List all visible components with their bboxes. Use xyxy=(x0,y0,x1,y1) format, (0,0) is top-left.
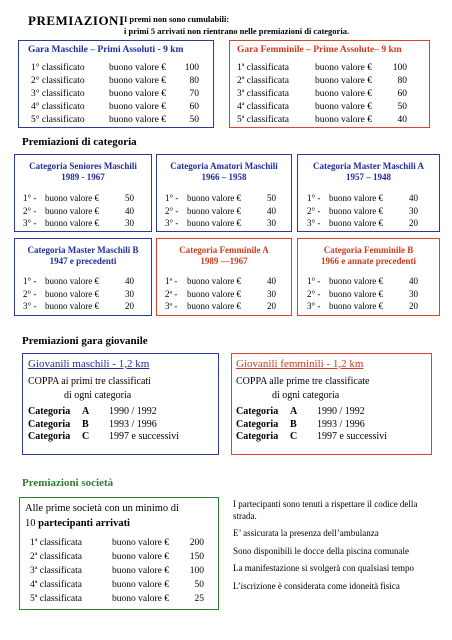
giovanili-maschili-box xyxy=(22,353,219,455)
page-title: PREMIAZIONI xyxy=(28,13,125,28)
giovanili-femminili-title: Giovanili femminili - 1,2 km xyxy=(236,358,364,370)
cat-title: Categoria Femminile A 1989 —1967 xyxy=(179,245,269,266)
cat-rows xyxy=(23,275,134,313)
table-row: 4° classificato buono valore € 60 xyxy=(31,102,199,112)
table-row: 1° - buono valore € 40 xyxy=(307,193,418,203)
table-row: 2ª classificata buono valore € 80 xyxy=(237,76,407,86)
cat-title: Categoria Seniores Maschili 1989 - 1967 xyxy=(29,161,137,182)
cat-seniores-maschili-box xyxy=(14,154,152,232)
cat-amatori-maschili-box xyxy=(156,154,292,232)
cat-rows xyxy=(165,275,276,313)
categoria-section-title: Premiazioni di categoria xyxy=(22,136,137,148)
giovanili-text: di ogni categoria xyxy=(272,390,340,401)
cat-rows xyxy=(307,192,418,230)
table-row: 3° - buono valore € 30 xyxy=(23,218,134,228)
table-row: 1° - buono valore € 40 xyxy=(307,276,418,286)
header-note-1: I premi non sono cumulabili: xyxy=(124,14,230,24)
table-row: 3° - buono valore € 20 xyxy=(307,218,418,228)
note-item: L’iscrizione è considerata come idoneità fisica xyxy=(233,580,400,591)
table-row: 1° classificato buono valore € 100 xyxy=(31,63,199,73)
cat-femminile-b-box xyxy=(297,238,440,316)
cat-rows xyxy=(307,275,418,313)
table-row: 2° - buono valore € 40 xyxy=(165,205,276,216)
giovanili-cat-list xyxy=(236,406,387,444)
table-row: 3° - buono valore € 20 xyxy=(307,301,418,311)
notes-list xyxy=(233,499,433,598)
table-row: 5ª classificata buono valore € 40 xyxy=(237,115,407,125)
table-row: 1° - buono valore € 50 xyxy=(165,193,276,203)
note-item: I partecipanti sono tenuti a rispettare il codice della strada. xyxy=(233,499,418,521)
table-row: 5° classificato buono valore € 50 xyxy=(31,115,199,125)
table-row: 4ª classificata buono valore € 50 xyxy=(30,580,204,590)
note-item: E’ assicurata la presenza dell’ambulanza xyxy=(233,528,379,538)
table-row: Categoria C 1997 e successivi xyxy=(236,431,387,442)
table-row: Categoria C 1997 e successivi xyxy=(28,431,179,442)
table-row: 2° - buono valore € 30 xyxy=(307,288,418,299)
societa-section-title: Premiazioni società xyxy=(22,477,114,489)
assoluti-femminili-table xyxy=(237,62,407,127)
table-row: 3ª classificata buono valore € 60 xyxy=(237,89,407,99)
assoluti-femminili-box xyxy=(229,40,430,128)
table-row: Categoria A 1990 / 1992 xyxy=(236,406,365,417)
table-row: 2° - buono valore € 30 xyxy=(23,288,134,299)
cat-femminile-a-box xyxy=(156,238,292,316)
table-row: 1ª classificata buono valore € 100 xyxy=(237,63,407,73)
giovanili-femminili-box xyxy=(231,353,432,455)
table-row: 1ª - buono valore € 40 xyxy=(165,276,276,286)
giovanili-maschili-title: Giovanili maschili - 1,2 km xyxy=(28,358,150,370)
cat-title: Categoria Master Maschili A 1957 – 1948 xyxy=(312,161,425,182)
societa-table xyxy=(30,536,204,606)
societa-box xyxy=(19,497,219,610)
table-row: 1° - buono valore € 50 xyxy=(23,193,134,203)
cat-master-maschili-b-box xyxy=(14,238,152,316)
cat-title: Categoria Master Maschili B 1947 e precedenti xyxy=(27,245,139,266)
cat-rows xyxy=(23,192,134,230)
table-row: Categoria B 1993 / 1996 xyxy=(28,418,157,430)
table-row: 2° classificato buono valore € 80 xyxy=(31,76,199,86)
note-item: La manifestazione si svolgerà con qualsiasi tempo xyxy=(233,563,414,573)
header-note-2: i primi 5 arrivati non rientrano nelle premiazioni di categoria. xyxy=(124,26,350,36)
giovanili-text: di ogni categoria xyxy=(64,390,132,401)
note-item: Sono disponibili le docce della piscina comunale xyxy=(233,545,409,556)
table-row: 4ª classificata buono valore € 50 xyxy=(237,102,407,112)
giovanile-section-title: Premiazioni gara giovanile xyxy=(22,335,148,347)
table-row: 2° - buono valore € 30 xyxy=(307,205,418,216)
table-row: 2ª - buono valore € 30 xyxy=(165,288,276,299)
table-row: Categoria B 1993 / 1996 xyxy=(236,418,365,430)
table-row: 5ª classificata buono valore € 25 xyxy=(30,594,204,604)
table-row: 3ª - buono valore € 20 xyxy=(165,301,276,311)
table-row: 3° - buono valore € 20 xyxy=(23,301,134,311)
societa-text: 10 partecipanti arrivati xyxy=(25,518,130,529)
assoluti-maschili-box xyxy=(18,40,214,128)
table-row: 2° - buono valore € 40 xyxy=(23,205,134,216)
table-row: 2ª classificata buono valore € 150 xyxy=(30,552,204,562)
table-row: 1° - buono valore € 40 xyxy=(23,276,134,286)
table-row: 3° classificato buono valore € 70 xyxy=(31,89,199,99)
cat-master-maschili-a-box xyxy=(297,154,440,232)
cat-rows xyxy=(165,192,276,230)
table-row: Categoria A 1990 / 1992 xyxy=(28,406,157,417)
table-row: 3ª classificata buono valore € 100 xyxy=(30,566,204,576)
cat-title: Categoria Femminile B 1966 e annate precedenti xyxy=(320,245,417,266)
cat-title: Categoria Amatori Maschili 1966 – 1958 xyxy=(170,161,278,182)
assoluti-maschili-title: Gara Maschile – Primi Assoluti - 9 km xyxy=(28,45,184,55)
societa-text: Alle prime società con un minimo di xyxy=(25,503,179,514)
assoluti-femminili-title: Gara Femminile – Prime Assolute– 9 km xyxy=(237,45,402,55)
giovanili-text: COPPA ai primi tre classificati xyxy=(28,376,151,387)
assoluti-maschili-table xyxy=(31,62,199,127)
table-row: 3° - buono valore € 30 xyxy=(165,218,276,228)
giovanili-cat-list xyxy=(28,406,179,444)
table-row: 1ª classificata buono valore € 200 xyxy=(30,538,204,548)
giovanili-text: COPPA alle prime tre classificate xyxy=(236,376,370,387)
